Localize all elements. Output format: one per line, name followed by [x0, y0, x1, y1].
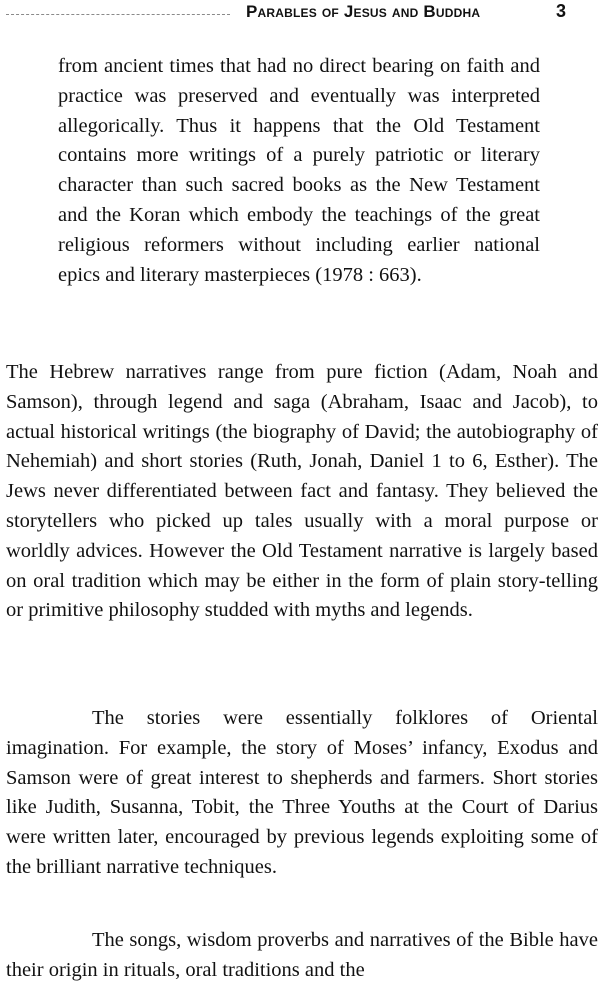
running-title: Parables of Jesus and Buddha [246, 2, 481, 21]
block-quote: from ancient times that had no direct bearing on faith and practice was preserved and eventually was interpreted allegorically. Thus it happens that the Old Testament contains more writings of a purely patriotic or literary character than such sacred books as the New Testament and the Koran which embody the teachings of the great religious reformers without including earlier national epics and literary masterpieces (1978 : 663). [58, 55, 540, 286]
page-header [0, 0, 600, 26]
body-paragraph-1: The Hebrew narratives range from pure fiction (Adam, Noah and Samson), through legend and saga (Abraham, Isaac and Jacob), to actual historical writings (the biography of David; the autobiography of Nehemiah) and short stories (Ruth, Jonah, Daniel 1 to 6, Esther). The Jews never differentiated between fact and fantasy. They believed the storytellers who picked up tales usually with a moral purpose or worldly advices. However the Old Testament narrative is largely based on oral tradition which may be either in the form of plain story-telling or primitive philosophy studded with myths and legends. [6, 361, 598, 622]
page-number: 3 [556, 1, 567, 21]
body-paragraph-3: The songs, wisdom proverbs and narratives of the Bible have their origin in rituals, oral traditions and the [6, 929, 598, 981]
header-rule [6, 14, 230, 15]
body-paragraph-2: The stories were essentially folklores of Oriental imagination. For example, the story of Moses’ infancy, Exodus and Samson were of great interest to shepherds and farmers. Short stories like Judith, Susanna, Tobit, the Three Youths at the Court of Darius were written later, encouraged by previous legends exploiting some of the brilliant narrative techniques. [6, 707, 598, 878]
